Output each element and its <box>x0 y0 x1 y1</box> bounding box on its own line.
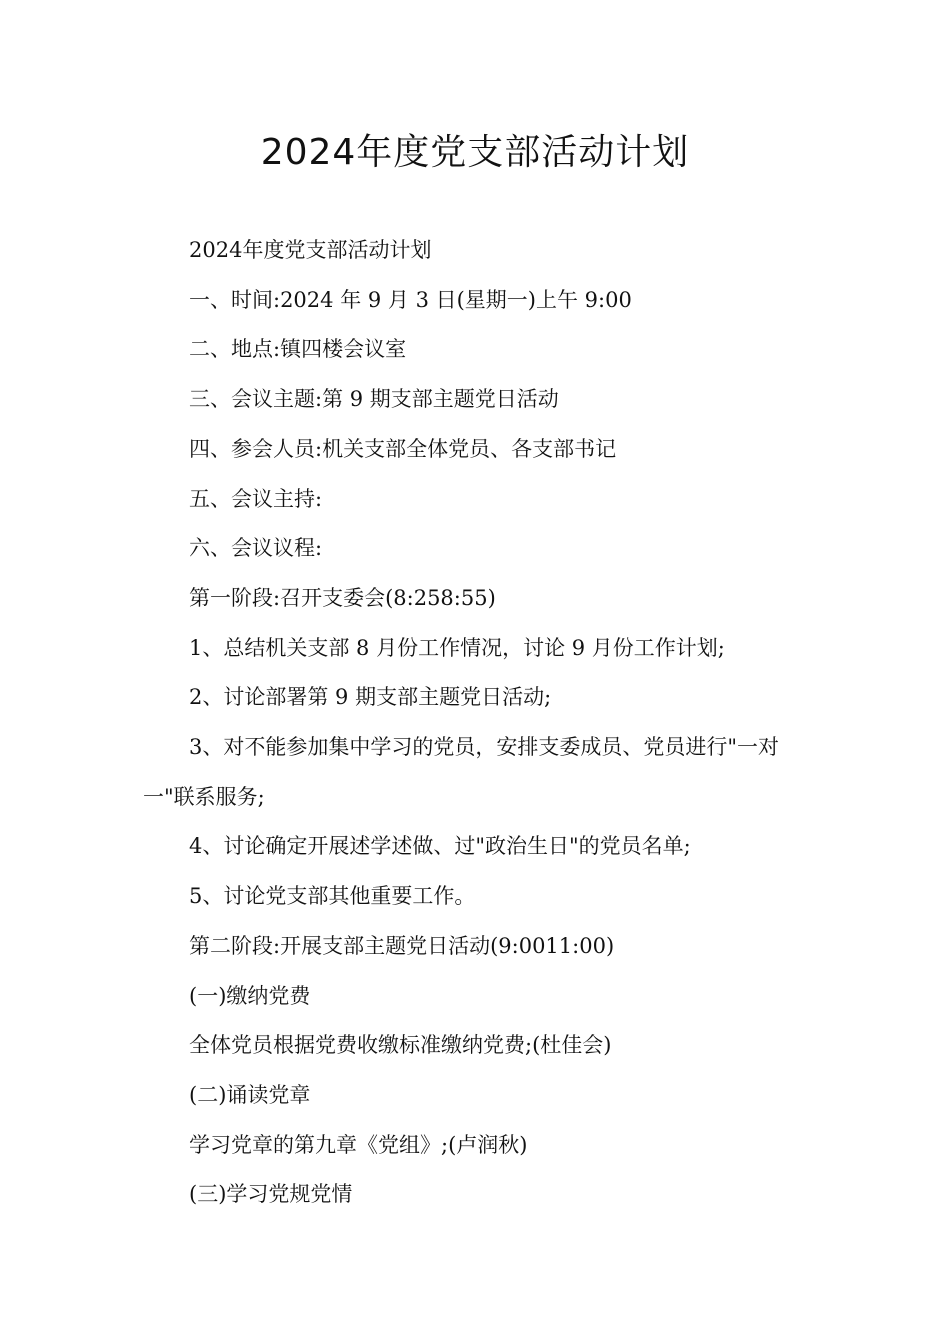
paragraph-item-5: 5、讨论党支部其他重要工作。 <box>189 884 476 909</box>
paragraph-heading: 2024年度党支部活动计划 <box>189 238 432 262</box>
document-body <box>143 226 815 1220</box>
paragraph-stage-one: 第一阶段:召开支委会(8:258:55) <box>189 585 496 610</box>
paragraph-section-charter: (二)诵读党章 <box>189 1082 311 1107</box>
paragraph-host: 五、会议主持: <box>189 486 323 511</box>
paragraph-attendees: 四、参会人员:机关支部全体党员、各支部书记 <box>189 436 617 461</box>
paragraph-charter-detail: 学习党章的第九章《党组》;(卢润秋) <box>189 1132 528 1157</box>
paragraph-dues-detail: 全体党员根据党费收缴标准缴纳党费;(杜佳会) <box>189 1033 612 1058</box>
paragraph-stage-two: 第二阶段:开展支部主题党日活动(9:0011:00) <box>189 933 615 958</box>
paragraph-item-3: 3、对不能参加集中学习的党员，安排支委成员、党员进行"一对一"联系服务; <box>143 735 780 809</box>
document-title: 2024年度党支部活动计划 <box>260 132 690 173</box>
paragraph-agenda: 六、会议议程: <box>189 536 323 561</box>
paragraph-item-2: 2、讨论部署第 9 期支部主题党日活动; <box>189 685 552 710</box>
paragraph-time: 一、时间:2024 年 9 月 3 日(星期一)上午 9:00 <box>189 287 632 312</box>
paragraph-location: 二、地点:镇四楼会议室 <box>189 337 407 362</box>
paragraph-item-4: 4、讨论确定开展述学述做、过"政治生日"的党员名单; <box>189 834 691 859</box>
paragraph-item-1: 1、总结机关支部 8 月份工作情况，讨论 9 月份工作计划; <box>189 635 725 660</box>
paragraph-theme: 三、会议主题:第 9 期支部主题党日活动 <box>189 387 559 412</box>
paragraph-section-dues: (一)缴纳党费 <box>189 983 311 1008</box>
paragraph-section-rules: (三)学习党规党情 <box>189 1182 353 1207</box>
